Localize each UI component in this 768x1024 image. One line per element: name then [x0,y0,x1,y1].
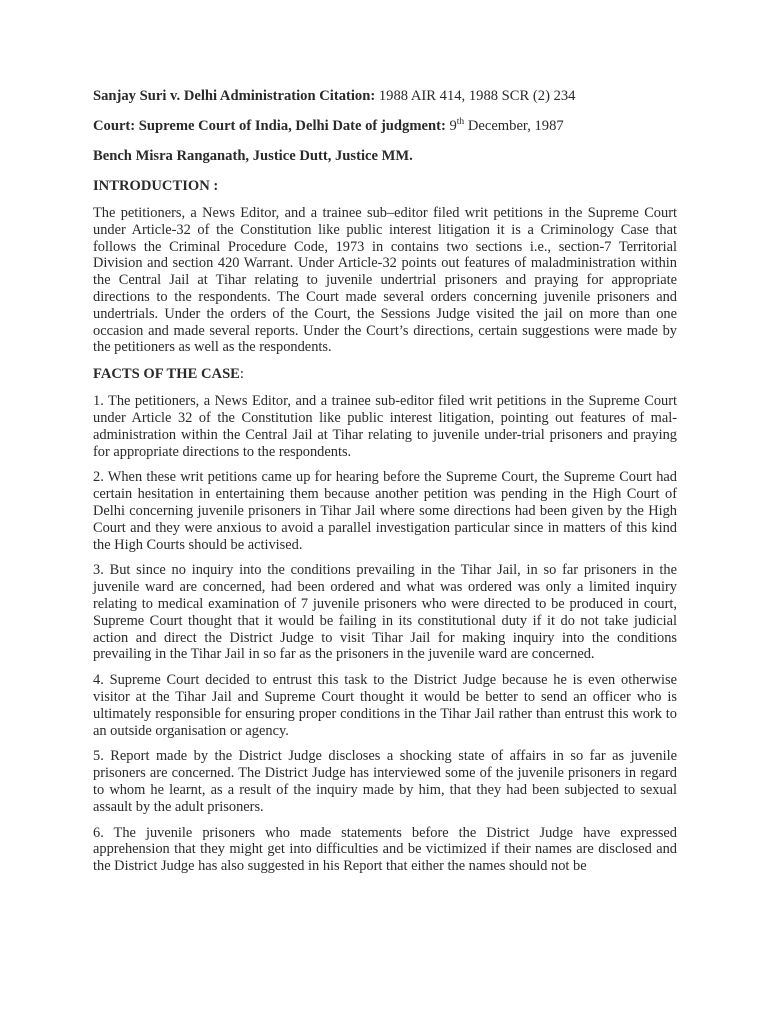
judgment-date-rest: December, 1987 [464,118,564,134]
judgment-date-suffix: th [456,117,465,128]
introduction-paragraph: The petitioners, a News Editor, and a trainee sub–editor filed writ petitions in the Supreme Court under Article-32 of the Constitution like public interest litigation it is a Criminology Case that follows the Criminal Procedure Code, 1973 in contains two sections i.e., section-7 Territorial Division and section 420 Warrant. Under Article-32 points out features of maladministration within the Central Jail at Tihar relating to juvenile undertrial prisoners and praying for appropriate directions to the respondents. The Court made several orders concerning juvenile prisoners and undertrials. Under the orders of the Court, the Sessions Judge visited the jail on more than one occasion and made several reports. Under the Court’s directions, certain suggestions were made by the petitioners as well as the respondents. [93,205,677,356]
facts-paragraph-2: 2. When these writ petitions came up for hearing before the Supreme Court, the Supreme Court had certain hesitation in entertaining them because another petition was pending in the High Court of Delhi concerning juvenile prisoners in Tihar Jail where some directions had been given by the High Court and they were anxious to avoid a parallel investigation particular since in matters of this kind the High Courts should be activised. [93,469,677,553]
facts-paragraph-4: 4. Supreme Court decided to entrust this task to the District Judge because he is even otherwise visitor at the Tihar Jail and Supreme Court thought it would be better to send an officer who is ultimately responsible for ensuring proper conditions in the Tihar Jail rather than entrust this work to an outside organisation or agency. [93,672,677,739]
case-title-line [93,87,677,106]
facts-paragraph-6: 6. The juvenile prisoners who made statements before the District Judge have expressed apprehension that they might get into difficulties and be victimized if their names are disclosed and the District Judge has also suggested in his Report that either the names should not be [93,824,677,875]
judgment-date-day: 9 [445,118,457,134]
bench: Bench Misra Ranganath, Justice Dutt, Justice MM. [93,148,413,164]
facts-heading-separator: : [239,366,244,383]
court-line [93,117,677,136]
facts-paragraph-1: 1. The petitioners, a News Editor, and a trainee sub-editor filed writ petitions in the Supreme Court under Article 32 of the Constitution like public interest litigation, pointing out features of mal-administration within the Central Jail at Tihar relating to juvenile under-trial prisoners and praying for appropriate directions to the respondents. [93,393,677,460]
citation: 1988 AIR 414, 1988 SCR (2) 234 [375,88,576,104]
date-separator: : [440,118,446,134]
introduction-heading: INTRODUCTION : [93,178,219,194]
facts-paragraph-3: 3. But since no inquiry into the conditions prevailing in the Tihar Jail, in so far prisoners in the juvenile ward are concerned, had been ordered and what was ordered was only a limited inquiry relating to medical examination of 7 juvenile prisoners who were directed to be produced in court, Supreme Court thought that it would be failing in its constitutional duty if it do not take judicial action and direct the District Judge to visit Tihar Jail for making inquiry into the conditions prevailing in the Tihar Jail in so far as the prisoners in the juvenile ward are concerned. [93,562,677,663]
case-title: Sanjay Suri v. Delhi Administration Citation [93,88,371,104]
facts-heading [93,365,677,384]
facts-heading-text: FACTS OF THE CASE [93,366,240,383]
bench-line [93,147,677,166]
court-label: Court: Supreme Court of India, Delhi Date of judgment [93,118,441,134]
facts-paragraph-5: 5. Report made by the District Judge discloses a shocking state of affairs in so far as juvenile prisoners are concerned. The District Judge has interviewed some of the juvenile prisoners in regard to whom he learnt, as a result of the inquiry made by him, that they had been subjected to sexual assault by the adult prisoners. [93,748,677,815]
citation-separator: : [370,88,376,104]
